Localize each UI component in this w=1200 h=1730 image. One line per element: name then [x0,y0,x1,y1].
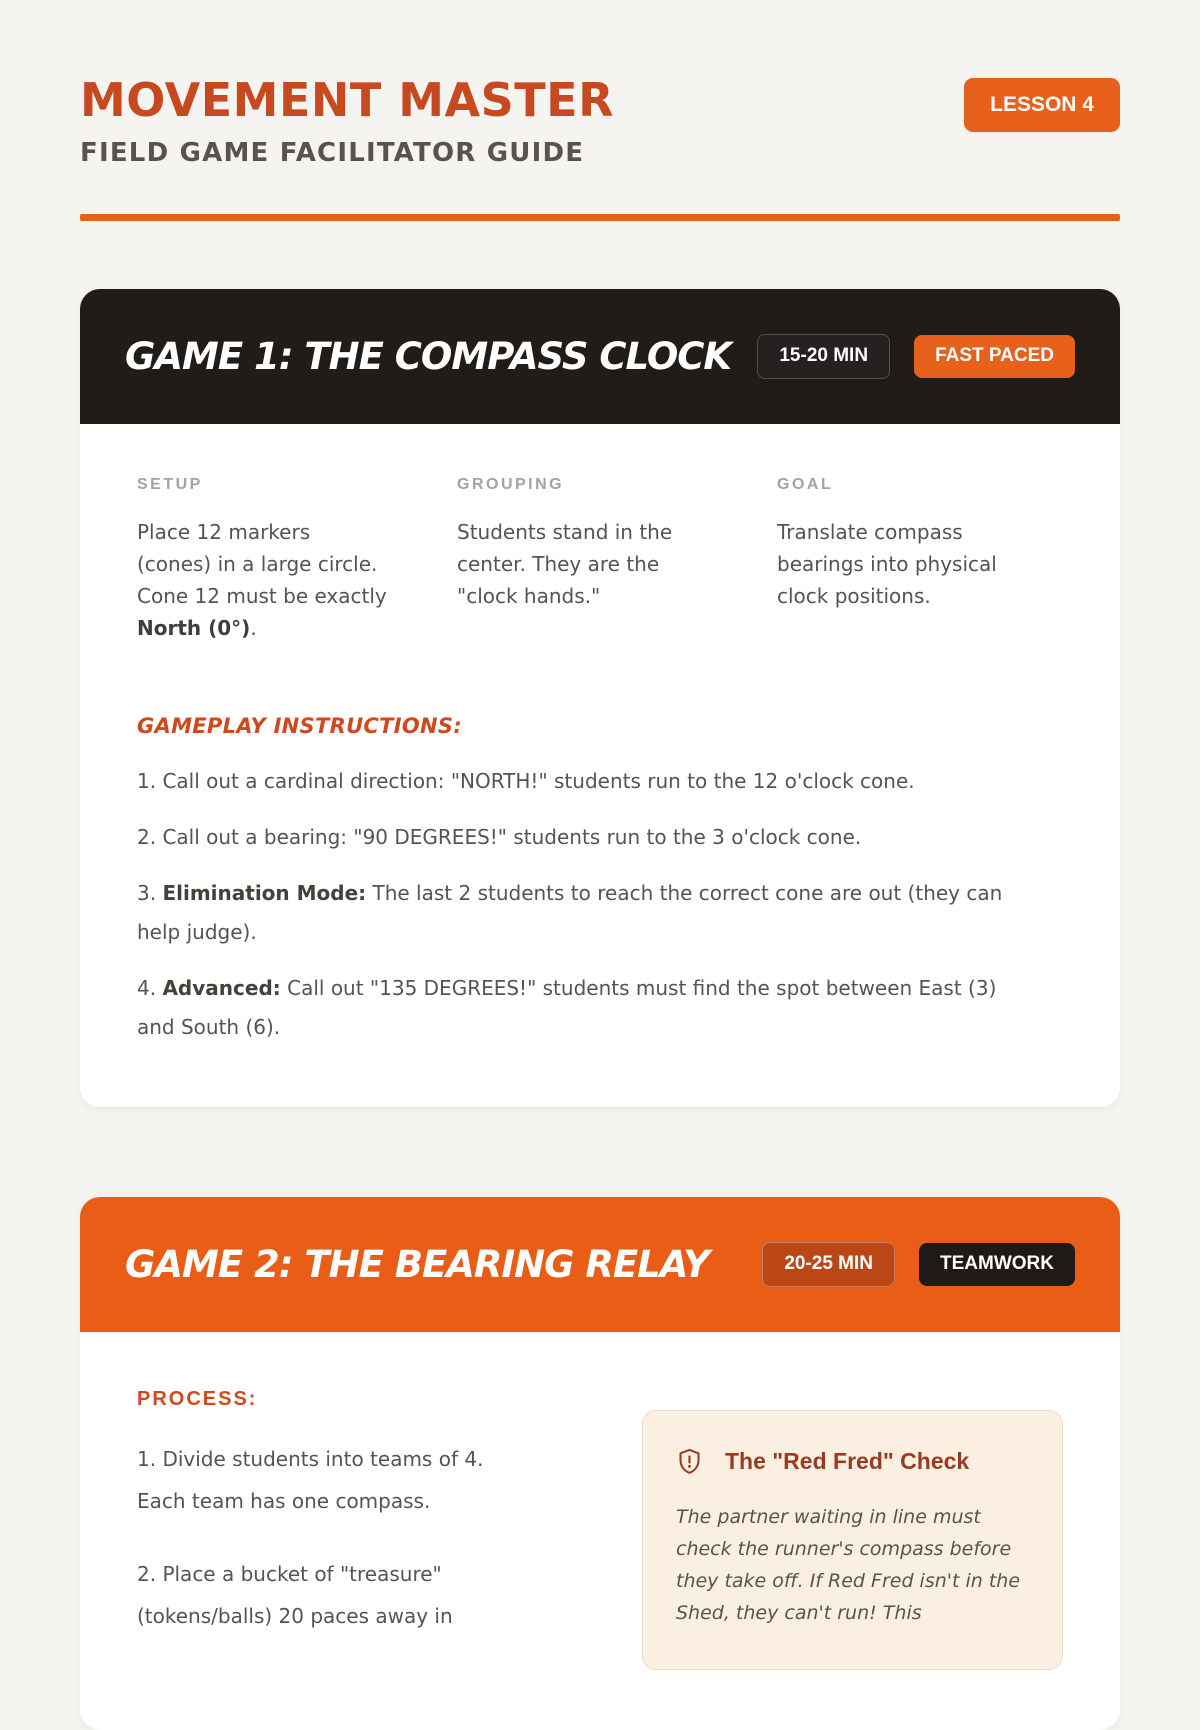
step-text: Call out a bearing: "90 DEGREES!" students run to the 3 o'clock cone. [162,824,862,849]
setup-line: Cone 12 must be exactly [137,583,387,608]
goal-column [777,476,1072,664]
game1-step-3 [137,874,1022,952]
step-text: Call out "135 DEGREES!" students must find the spot between East (3) and South (6). [137,975,997,1039]
step-number: 3. [137,880,163,905]
gameplay-instructions-heading: GAMEPLAY INSTRUCTIONS: [137,713,463,738]
header-title-block [80,73,614,168]
setup-label: SETUP [137,475,203,493]
step-text: Call out a cardinal direction: "NORTH!" students run to the 12 o'clock cone. [162,768,915,793]
setup-text [137,516,432,644]
step-number: 4. [137,975,163,1000]
step-bold: Advanced: [162,975,281,1000]
step-number: 2. [137,824,163,849]
step-bold: Elimination Mode: [162,880,367,905]
goal-line: clock positions. [777,583,931,608]
step-number: 1. [137,768,163,793]
game1-pace-badge: FAST PACED [914,335,1075,378]
game1-step-2 [137,818,1022,857]
goal-line: bearings into physical [777,551,997,576]
lesson-badge: LESSON 4 [964,78,1120,132]
process-column [137,1384,537,1670]
game2-card [80,1197,1120,1730]
header [80,73,1120,168]
game2-card-header [80,1197,1120,1332]
red-fred-callout-title-row [676,1447,1029,1476]
game1-step-1 [137,762,1022,801]
game1-card-header [80,289,1120,424]
page-title: MOVEMENT MASTER [80,73,614,127]
game1-card-body [80,424,1120,1107]
grouping-line: center. They are the [457,551,660,576]
header-divider [80,214,1120,221]
game1-info-columns [137,476,1063,664]
setup-suffix: . [250,615,257,640]
step-text: The last 2 students to reach the correct cone are out (they can help judge). [137,880,1003,944]
setup-bold-text: North (0°) [137,615,251,640]
red-fred-callout-title: The "Red Fred" Check [725,1447,970,1474]
game2-time-badge: 20-25 MIN [762,1242,895,1287]
game1-time-badge: 15-20 MIN [757,334,890,379]
game2-step-2: 2. Place a bucket of "treasure" (tokens/balls) 20 paces away in [137,1561,453,1628]
goal-label: GOAL [777,475,834,493]
grouping-line: Students stand in the [457,519,673,544]
game1-title: GAME 1: THE COMPASS CLOCK [125,334,732,378]
game1-card [80,289,1120,1107]
red-fred-callout-body: The partner waiting in line must check the runner's compass before they take off. If Red Fred isn't in the Shed, they can't run! This [676,1505,1021,1624]
grouping-text [457,516,752,612]
grouping-line: "clock hands." [457,583,601,608]
red-fred-callout [642,1410,1063,1670]
setup-line-bold [137,612,432,644]
grouping-label: GROUPING [457,475,565,493]
game2-step-1: 1. Divide students into teams of 4. Each team has one compass. [137,1446,484,1513]
setup-line: Place 12 markers [137,519,311,544]
game2-teamwork-badge: TEAMWORK [919,1243,1075,1286]
grouping-column [457,476,752,664]
goal-line: Translate compass [777,519,963,544]
setup-line: (cones) in a large circle. [137,551,378,576]
game2-title: GAME 2: THE BEARING RELAY [125,1242,709,1286]
game1-step-4 [137,969,1022,1047]
shield-alert-icon [676,1447,703,1476]
process-heading: PROCESS: [137,1387,258,1410]
setup-column [137,476,432,664]
page-subtitle: FIELD GAME FACILITATOR GUIDE [80,137,585,168]
goal-text [777,516,1072,612]
game2-card-body [80,1332,1120,1730]
